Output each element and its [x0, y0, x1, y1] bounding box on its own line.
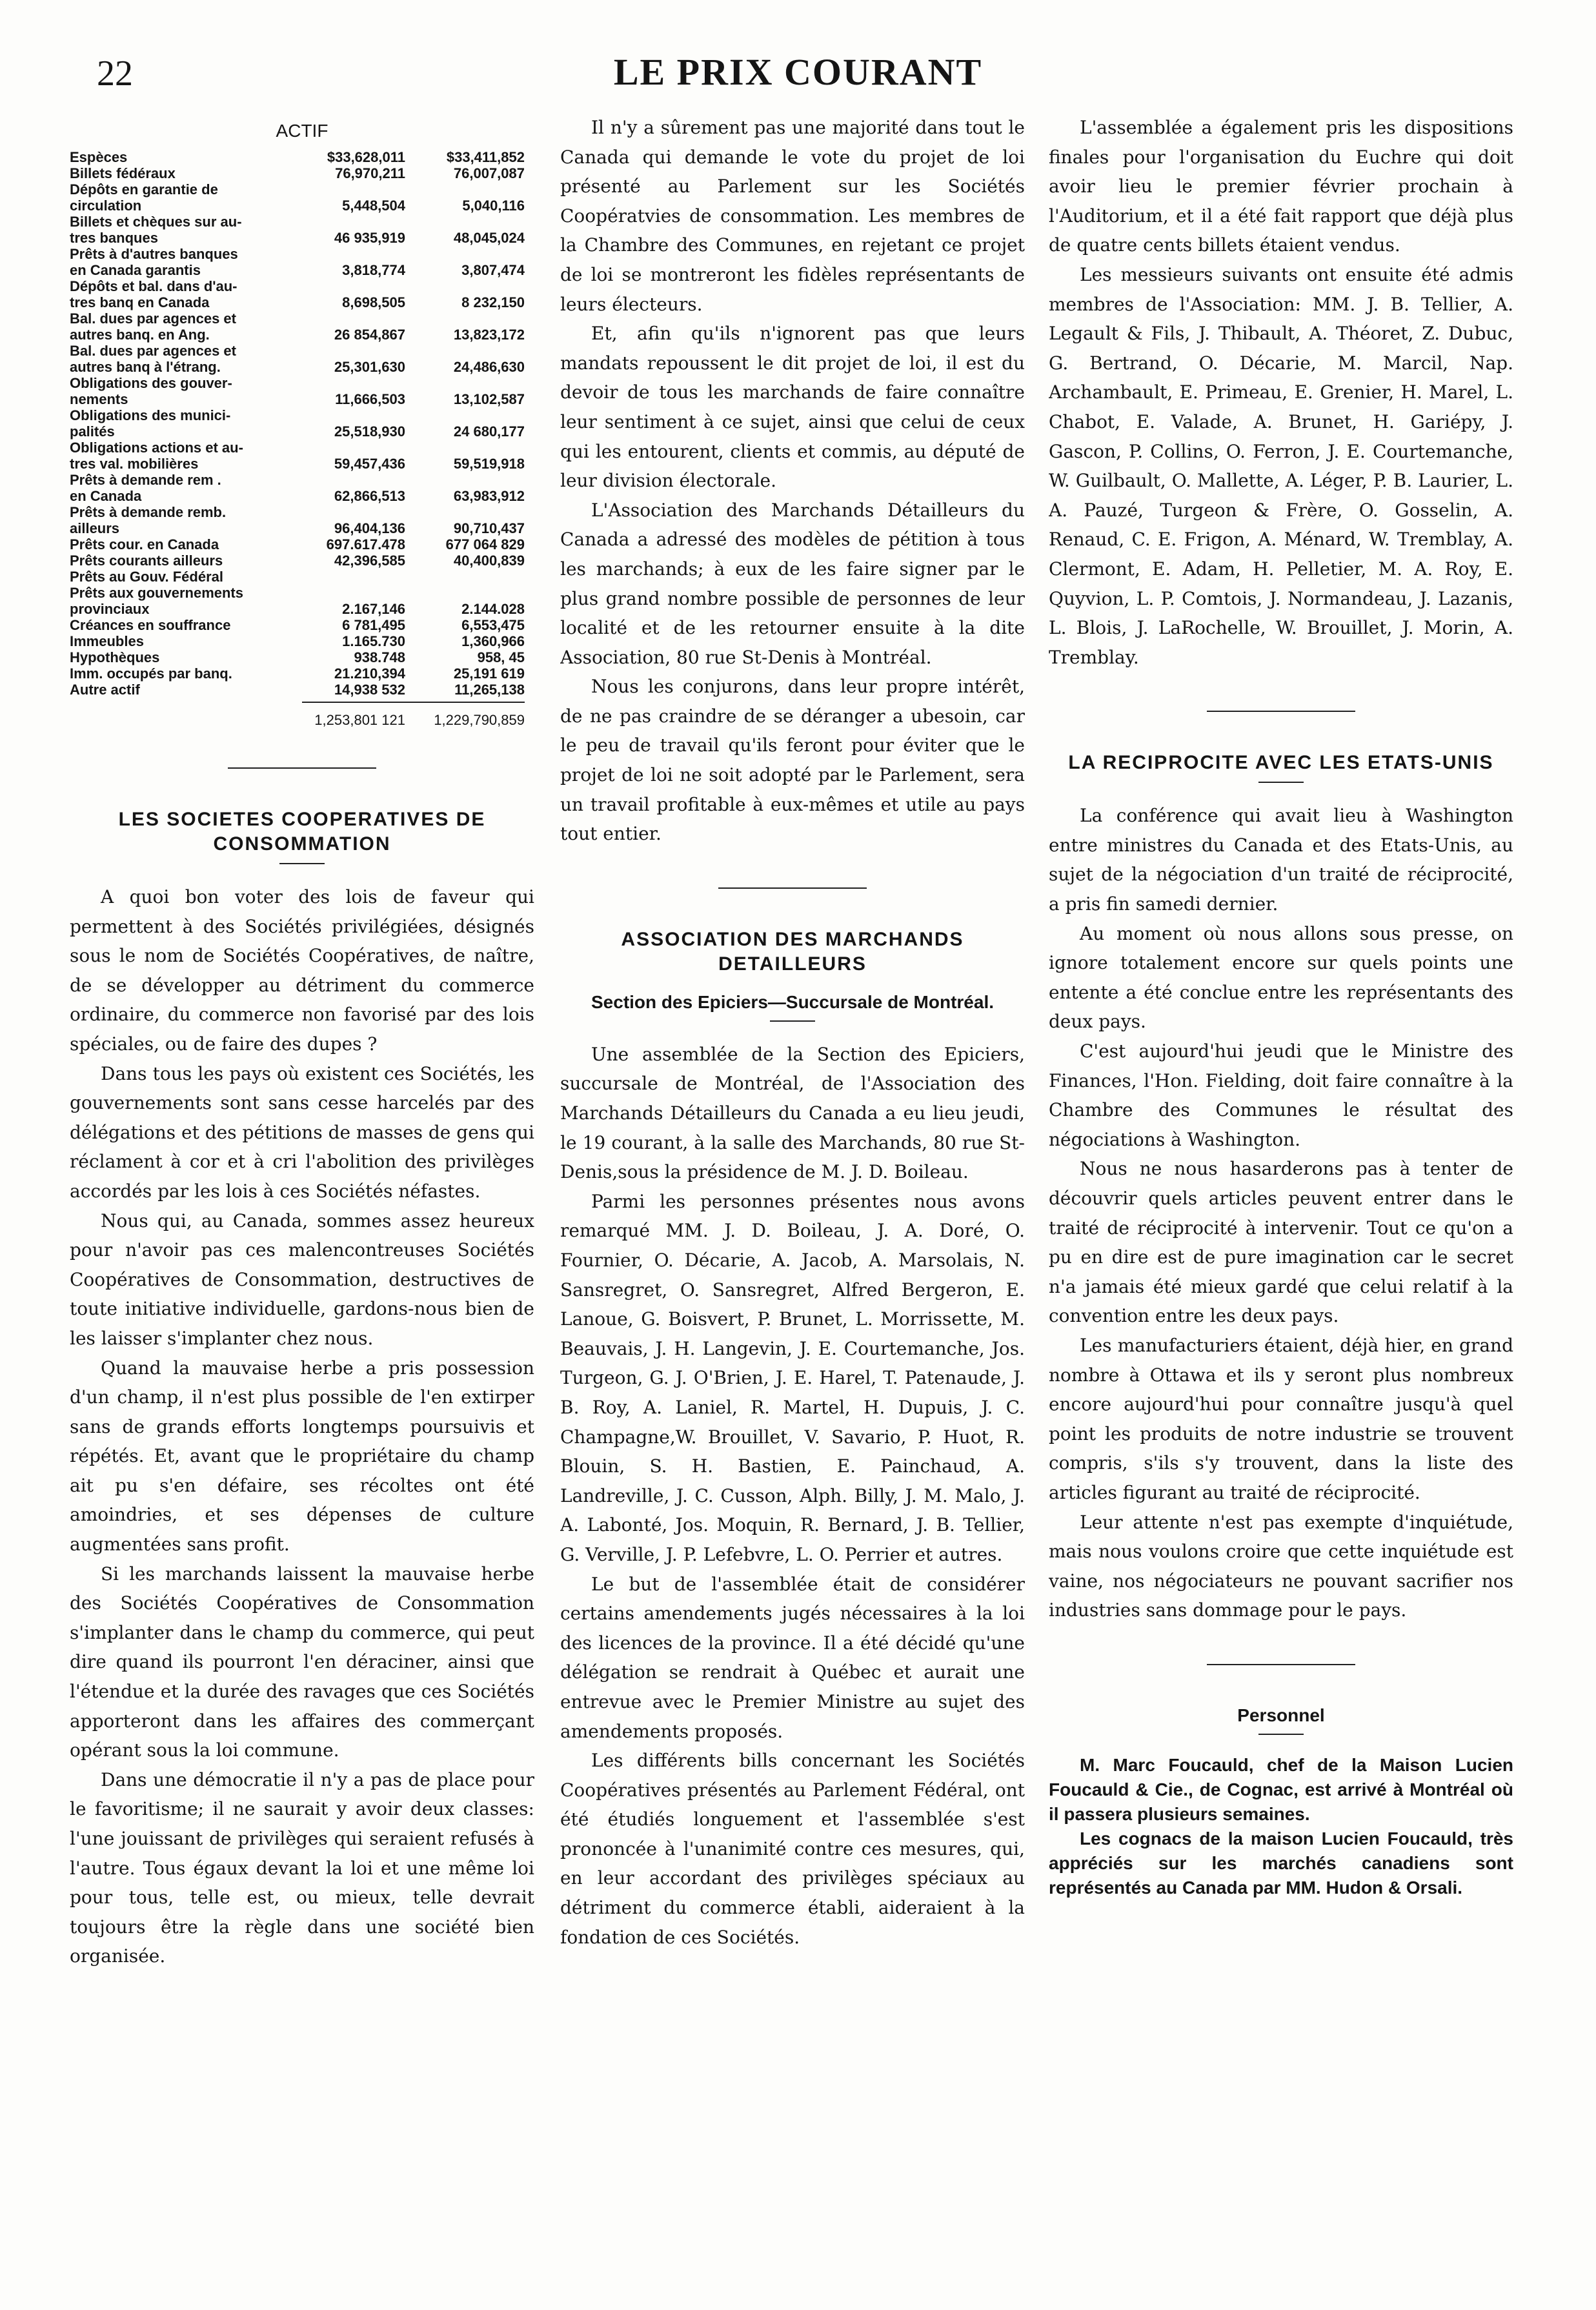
paragraph: Les cognacs de la maison Lucien Foucauld, très appréciés sur les marchés canadiens sont représentés au Canada par MM. Hudon & Orsali.: [1049, 1828, 1513, 1898]
paragraph: Et, afin qu'ils n'ignorent pas que leurs mandats repoussent le dit projet de loi, il est du devoir de tous les marchands de faire connaître leur sentiment à ce sujet, ainsi que celui de ceux qui les entourent, clients et commis, au député de leur division électorale.: [560, 323, 1025, 492]
balance-sheet-row: [70, 520, 534, 536]
balance-sheet-row: [70, 343, 534, 359]
balance-sheet-label: Bal. dues par agences et: [70, 310, 236, 327]
balance-sheet-label: Obligations des gouver-: [70, 375, 232, 391]
separator: [1258, 782, 1304, 783]
balance-sheet-value-1: 11,666,503: [335, 391, 405, 407]
balance-sheet-value-1: 25,301,630: [334, 359, 405, 375]
balance-sheet-value-1: [296, 569, 405, 585]
balance-sheet-value-2: 90,710,437: [453, 520, 525, 536]
balance-sheet-label: Hypothèques: [70, 649, 160, 665]
balance-sheet-value-2: 40,400,839: [453, 552, 525, 569]
balance-sheet-row: [70, 407, 534, 423]
balance-sheet-value-2: 1,360,966: [461, 633, 525, 649]
balance-sheet-value-2: [405, 214, 525, 230]
separator: [1207, 1664, 1355, 1665]
paragraph: Une assemblée de la Section des Epiciers, succursale de Montréal, de l'Association des Marchands Détailleurs du Canada a eu lieu jeudi, le 19 courant, à la salle des Marchands, 80 rue St-Denis,sous la présidence de M. J. D. Boileau.: [560, 1043, 1025, 1183]
balance-sheet-row: [70, 472, 534, 488]
balance-sheet-total-rule: [302, 702, 525, 703]
balance-sheet-value-2: [405, 343, 525, 359]
balance-sheet-label: ailleurs: [70, 520, 120, 536]
balance-sheet-value-1: 42,396,585: [334, 552, 405, 569]
balance-sheet-label: palités: [70, 423, 115, 440]
balance-sheet-value-1: [296, 504, 405, 520]
balance-sheet-label: Dépôts et bal. dans d'au-: [70, 278, 237, 294]
balance-sheet-row: [70, 181, 534, 198]
balance-sheet-value-1: $33,628,011: [327, 149, 405, 165]
balance-sheet-value-2: [405, 375, 525, 391]
balance-sheet-row: [70, 294, 534, 310]
balance-sheet-value-1: [296, 375, 405, 391]
paragraph: Nous qui, au Canada, sommes assez heureux pour n'avoir pas ces malencontreuses Sociétés Coopératives de Consommation, destructives de toute initiative individuelle, gardons-nous bien de les laisser s'implanter chez nous.: [70, 1210, 534, 1349]
balance-sheet-row: [70, 682, 534, 698]
paragraph: La conférence qui avait lieu à Washington entre ministres du Canada et des Etats-Unis, au sujet de la négociation d'un traité de réciprocité, a pris fin samedi dernier.: [1049, 805, 1513, 915]
balance-sheet-value-2: 677 064 829: [445, 536, 525, 552]
balance-sheet-value-2: 2.144.028: [461, 601, 525, 617]
article-body-association: [560, 1040, 1025, 1952]
paragraph: Dans une démocratie il n'y a pas de place pour le favoritisme; il ne saurait y avoir deux classes: l'une jouissant de privilèges qui seraient refusés à l'autre. Tous égaux devant la loi et une même loi pour tous, telle est, ou mieux, telle devrait toujours être la règle dans une société bien organisée.: [70, 1768, 534, 1967]
paragraph: L'assemblée a également pris les dispositions finales pour l'organisation du Euchre qui doit avoir lieu le premier février prochain à l'Auditorium, et il a été fait rapport que déjà plus de quatre cents billets étaient vendus.: [1049, 117, 1513, 256]
balance-sheet-value-2: 5,040,116: [462, 198, 525, 214]
balance-sheet-label: Prêts cour. en Canada: [70, 536, 219, 552]
balance-sheet-value-1: 2.167,146: [342, 601, 405, 617]
balance-sheet-label: provinciaux: [70, 601, 150, 617]
article-title-reciprocite: LA RECIPROCITE AVEC LES ETATS-UNIS: [1068, 752, 1494, 774]
balance-sheet-value-2: [405, 278, 525, 294]
balance-sheet-value-2: 3,807,474: [461, 262, 525, 278]
balance-sheet-label: Prêts à demande rem .: [70, 472, 221, 488]
balance-sheet-row: [70, 649, 534, 665]
balance-sheet-row: [70, 552, 534, 569]
balance-sheet-value-2: 24 680,177: [453, 423, 525, 440]
balance-sheet-label: circulation: [70, 198, 142, 214]
article-title-personnel: Personnel: [1237, 1705, 1325, 1725]
balance-sheet-label: Billets et chèques sur au-: [70, 214, 242, 230]
paragraph: A quoi bon voter des lois de faveur qui permettent à des Sociétés privilégiées, désignés sous le nom de Sociétés Coopératives, de naître, de se développer au détriment du commerce ordinaire, du commerce non favorisé par des lois spéciales, ou de faire des dupes ?: [70, 886, 534, 1055]
balance-sheet-value-2: 76,007,087: [453, 165, 525, 181]
balance-sheet-value-1: 6 781,495: [342, 617, 405, 633]
balance-sheet-value-1: [296, 214, 405, 230]
separator: [1258, 1734, 1304, 1735]
balance-sheet-row: [70, 214, 534, 230]
balance-sheet-label: Prêts aux gouvernements: [70, 585, 243, 601]
balance-sheet-label: Espèces: [70, 149, 128, 165]
balance-sheet-value-1: [296, 181, 405, 198]
balance-sheet-row: [70, 165, 534, 181]
article-title-cooperatives: LES SOCIETES COOPERATIVES DE CONSOMMATION: [118, 809, 486, 855]
balance-sheet-value-2: 958, 45: [477, 649, 525, 665]
separator: [1207, 711, 1355, 712]
balance-sheet-row: [70, 601, 534, 617]
balance-sheet-value-1: 46 935,919: [334, 230, 405, 246]
balance-sheet-value-1: 96,404,136: [334, 520, 405, 536]
separator: [770, 1020, 815, 1022]
paragraph: Il n'y a sûrement pas une majorité dans tout le Canada qui demande le vote du projet de loi présenté au Parlement sur les Sociétés Coopératvies de consommation. Les membres de la Chambre des Communes, en rejetant ce projet de loi se montreront les fidèles représentants de leurs électeurs.: [560, 117, 1025, 315]
balance-sheet-label: Créances en souffrance: [70, 617, 231, 633]
article-body-reciprocite: [1049, 801, 1513, 1625]
balance-sheet-value-1: [296, 440, 405, 456]
balance-sheet-row: [70, 359, 534, 375]
balance-sheet-value-2: 63,983,912: [453, 488, 525, 504]
balance-sheet-value-1: 62,866,513: [334, 488, 405, 504]
balance-sheet-row: [70, 440, 534, 456]
balance-sheet-label: Obligations des munici-: [70, 407, 231, 423]
balance-sheet-value-2: 11,265,138: [454, 682, 525, 698]
balance-sheet-label: Autre actif: [70, 682, 140, 698]
balance-sheet-value-1: 8,698,505: [342, 294, 405, 310]
balance-sheet-value-2: 6,553,475: [461, 617, 525, 633]
balance-sheet-value-1: [296, 310, 405, 327]
balance-sheet-row: [70, 246, 534, 262]
balance-sheet-label: autres banq. en Ang.: [70, 327, 210, 343]
balance-sheet-row: [70, 375, 534, 391]
paragraph: Les manufacturiers étaient, déjà hier, en grand nombre à Ottawa et ils y seront plus nombreux encore aujourd'hui pour connaître jusqu'à quel point les produits de notre industrie se trouvent compris, s'ils s'y trouvent, dans la liste des articles figurant au traité de réciprocité.: [1049, 1334, 1513, 1503]
balance-sheet-value-2: 8 232,150: [461, 294, 525, 310]
balance-sheet-row: [70, 665, 534, 682]
balance-sheet-value-1: 697.617.478: [326, 536, 405, 552]
balance-sheet-label: autres banq à l'étrang.: [70, 359, 221, 375]
separator: [718, 887, 867, 889]
balance-sheet-label: Prêts courants ailleurs: [70, 552, 223, 569]
balance-sheet-value-2: 13,823,172: [453, 327, 525, 343]
article-body-personnel: [1049, 1753, 1513, 1900]
balance-sheet-value-2: [405, 310, 525, 327]
balance-sheet-value-2: [405, 181, 525, 198]
paragraph: Si les marchands laissent la mauvaise herbe des Sociétés Coopératives de Consommation s'implanter dans le champ du commerce, qui peut dire quand ils pourront l'en déraciner, ainsi que l'étendue et la durée des ravages que ces Sociétés apporteront dans les affaires des commerçant opérant sous la loi commune.: [70, 1563, 534, 1761]
balance-sheet-row: [70, 633, 534, 649]
balance-sheet-value-2: [405, 246, 525, 262]
balance-sheet-total-row: [70, 712, 534, 729]
paragraph: C'est aujourd'hui jeudi que le Ministre des Finances, l'Hon. Fielding, doit faire connaître à la Chambre des Communes le résultat des négociations à Washington.: [1049, 1040, 1513, 1150]
column-middle: [560, 113, 1025, 2243]
balance-sheet-row: [70, 456, 534, 472]
paragraph: Le but de l'assemblée était de considérer certains amendements jugés nécessaires à la loi des licences de la province. Il a été décidé qu'une délégation se rendrait à Québec et aurait une entrevue avec le Premier Ministre au sujet des amendements proposés.: [560, 1573, 1025, 1742]
balance-sheet-row: [70, 198, 534, 214]
journal-title: LE PRIX COURANT: [613, 51, 983, 93]
balance-sheet-row: [70, 391, 534, 407]
column-left: [70, 113, 534, 2243]
balance-sheet-label: Prêts à d'autres banques: [70, 246, 238, 262]
balance-sheet-value-2: 24,486,630: [453, 359, 525, 375]
balance-sheet-value-2: 59,519,918: [453, 456, 525, 472]
paragraph: Dans tous les pays où existent ces Sociétés, les gouvernements sont sans cesse harcelés par des délégations et des pétitions de masses de gens qui réclament à cor et à cri l'abolition des privilèges accordés par les lois à ces Sociétés néfastes.: [70, 1062, 534, 1202]
balance-sheet-value-1: 1.165.730: [342, 633, 405, 649]
paragraph: L'Association des Marchands Détailleurs du Canada a adressé des modèles de pétition à tous les marchands; à eux de les faire signer par le plus grand nombre possible de personnes de leur localité et de les retourner ensuite à la dite Association, 80 rue St-Denis à Montréal.: [560, 499, 1025, 668]
balance-sheet-label: tres val. mobilières: [70, 456, 199, 472]
balance-sheet-value-1: 76,970,211: [335, 165, 405, 181]
balance-sheet-row: [70, 569, 534, 585]
balance-sheet-label: en Canada garantis: [70, 262, 201, 278]
balance-sheet-label: Dépôts en garantie de: [70, 181, 218, 198]
balance-sheet-heading: ACTIF: [276, 121, 328, 141]
paragraph: M. Marc Foucauld, chef de la Maison Lucien Foucauld & Cie., de Cognac, est arrivé à Montréal où il passera plusieurs semaines.: [1049, 1754, 1513, 1824]
balance-sheet-row: [70, 536, 534, 552]
balance-sheet-value-2: [405, 407, 525, 423]
paragraph: Nous les conjurons, dans leur propre intérêt, de ne pas craindre de se déranger a ubesoin, car le peu de travail qu'ils feront pour éviter que le projet de loi ne soit adopté par le Parlement, sera un travail profitable à eux-mêmes et utile au pays tout entier.: [560, 676, 1025, 845]
balance-sheet-value-2: [405, 504, 525, 520]
article-body-cooperatives: [70, 882, 534, 1971]
paragraph: Les messieurs suivants ont ensuite été admis membres de l'Association: MM. J. B. Tellier, A. Legault & Fils, J. Thibault, A. Théoret, Z. Dubuc, G. Bertrand, O. Décarie, M. Marcil, Nap. Archambault, E. Primeau, E. Grenier, H. Marel, L. Chabot, E. Valade, A. Brunet, H. Gariépy, J. Gascon, P. Collins, O. Ferron, J. E. Courtemanche, W. Guilbault, O. Mallette, A. Léger, P. B. Laurier, L. A. Pauzé, Turgeon & Frère, O. Gosselin, A. Renaud, C. E. Frigon, A. Ménard, W. Tremblay, A. Clermont, E. Adam, H. Pelletier, M. A. Roy, E. Quyvion, L. P. Comtois, J. Normandeau, J. Lazanis, L. Blois, J. LaRochelle, W. Brouillet, J. Morin, A. Tremblay.: [1049, 263, 1513, 668]
balance-sheet-row: [70, 585, 534, 601]
balance-sheet-value-1: 26 854,867: [334, 327, 405, 343]
balance-sheet-total-1: 1,253,801 121: [314, 712, 405, 728]
balance-sheet-row: [70, 262, 534, 278]
article-body-cooperatives-cont: [560, 113, 1025, 849]
balance-sheet-value-2: 25,191 619: [453, 665, 525, 682]
balance-sheet-value-1: 21.210,394: [334, 665, 405, 682]
balance-sheet-value-2: [405, 585, 525, 601]
balance-sheet-row: [70, 230, 534, 246]
balance-sheet-row: [70, 617, 534, 633]
balance-sheet-value-1: 5,448,504: [342, 198, 405, 214]
balance-sheet-value-1: [296, 343, 405, 359]
paragraph: Les différents bills concernant les Sociétés Coopératives présentés au Parlement Fédéral, ont été étudiés longuement et l'assemblée s'est prononcée à l'unanimité contre ces mesures, qui, en leur accordant des privilèges spéciaux au détriment du commerce établi, aideraient à la fondation de ces Sociétés.: [560, 1750, 1025, 1948]
separator: [228, 767, 376, 769]
balance-sheet-row: [70, 488, 534, 504]
balance-sheet-value-1: 938.748: [354, 649, 405, 665]
balance-sheet-label: tres banques: [70, 230, 158, 246]
balance-sheet-value-2: 13,102,587: [453, 391, 525, 407]
balance-sheet-row: [70, 278, 534, 294]
balance-sheet-label: Prêts au Gouv. Fédéral: [70, 569, 224, 585]
paragraph: Parmi les personnes présentes nous avons remarqué MM. J. D. Boileau, J. A. Doré, O. Fournier, O. Décarie, A. Jacob, A. Marsolais, N. Sansregret, O. Sansregret, Alfred Bergeron, E. Lanoue, G. Boisvert, P. Brunet, L. Morrissette, M. Beauvais, J. H. Langevin, J. E. Courtemanche, Jos. Turgeon, G. J. O'Brien, J. E. Harel, T. Patenaude, J. B. Roy, A. Laniel, R. Martel, H. Dupuis, J. C. Champagne,W. Brouillet, V. Savario, P. Huot, R. Blouin, S. H. Bastien, E. Painchaud, A. Landreville, J. C. Cusson, Alph. Billy, J. M. Malo, J. A. Labonté, Jos. Moquin, R. Bernard, J. B. Tellier, G. Verville, J. P. Lefebvre, L. O. Perrier et autres.: [560, 1190, 1025, 1565]
balance-sheet-total-2: 1,229,790,859: [434, 712, 525, 728]
balance-sheet-value-2: $33,411,852: [446, 149, 525, 165]
balance-sheet-value-1: [296, 472, 405, 488]
balance-sheet-label: tres banq en Canada: [70, 294, 210, 310]
balance-sheet-value-1: 59,457,436: [334, 456, 405, 472]
page-header: [0, 0, 1596, 110]
separator: [279, 863, 325, 864]
page-number: 22: [97, 54, 133, 94]
paragraph: Leur attente n'est pas exempte d'inquiétude, mais nous voulons croire que cette inquiétude est vaine, nos négociateurs ne pouvant sacrifier nos industries sans dommage pour le pays.: [1049, 1511, 1513, 1621]
balance-sheet-row: [70, 504, 534, 520]
balance-sheet-value-1: 3,818,774: [342, 262, 405, 278]
balance-sheet-value-2: [405, 440, 525, 456]
balance-sheet-value-2: 48,045,024: [453, 230, 525, 246]
article-title-association: ASSOCIATION DES MARCHANDS DETAILLEURS: [621, 928, 964, 975]
balance-sheet-value-2: [405, 569, 525, 585]
article-subtitle-association: Section des Epiciers—Succursale de Montréal.: [591, 991, 994, 1012]
paragraph: Au moment où nous allons sous presse, on ignore totalement encore sur quels points une entente a été conclue entre les représentants des deux pays.: [1049, 922, 1513, 1033]
balance-sheet-value-1: [296, 246, 405, 262]
balance-sheet-label: Billets fédéraux: [70, 165, 176, 181]
balance-sheet-row: [70, 149, 534, 165]
article-body-association-cont: [1049, 113, 1513, 672]
balance-sheet-value-1: [296, 585, 405, 601]
paragraph: Quand la mauvaise herbe a pris possession d'un champ, il n'est plus possible de l'en extirper sans de grands efforts longtemps poursuivis et répétés. Et, avant que le propriétaire du champ ait pu s'en défaire, ses récoltes ont été amoindries, et ses dépenses de culture augmentées sans profit.: [70, 1357, 534, 1555]
balance-sheet-value-1: [296, 278, 405, 294]
balance-sheet-row: [70, 423, 534, 440]
balance-sheet-label: en Canada: [70, 488, 142, 504]
balance-sheet-label: Prêts à demande remb.: [70, 504, 227, 520]
balance-sheet-value-1: 14,938 532: [334, 682, 405, 698]
balance-sheet-label: Imm. occupés par banq.: [70, 665, 232, 682]
balance-sheet-value-1: 25,518,930: [334, 423, 405, 440]
balance-sheet-label: Obligations actions et au-: [70, 440, 243, 456]
balance-sheet-value-2: [405, 472, 525, 488]
column-right: [1049, 113, 1513, 2243]
balance-sheet-row: [70, 327, 534, 343]
balance-sheet-label: Bal. dues par agences et: [70, 343, 236, 359]
balance-sheet-label: nements: [70, 391, 128, 407]
balance-sheet-value-1: [296, 407, 405, 423]
paragraph: Nous ne nous hasarderons pas à tenter de découvrir quels articles peuvent entrer dans le traité de réciprocité à intervenir. Tout ce qu'on a pu en dire est de pure imagination car le secret n'a jamais été mieux gardé que celui relatif à la convention entre les deux pays.: [1049, 1158, 1513, 1327]
balance-sheet-label: Immeubles: [70, 633, 144, 649]
balance-sheet-table: [70, 149, 534, 698]
balance-sheet-row: [70, 310, 534, 327]
